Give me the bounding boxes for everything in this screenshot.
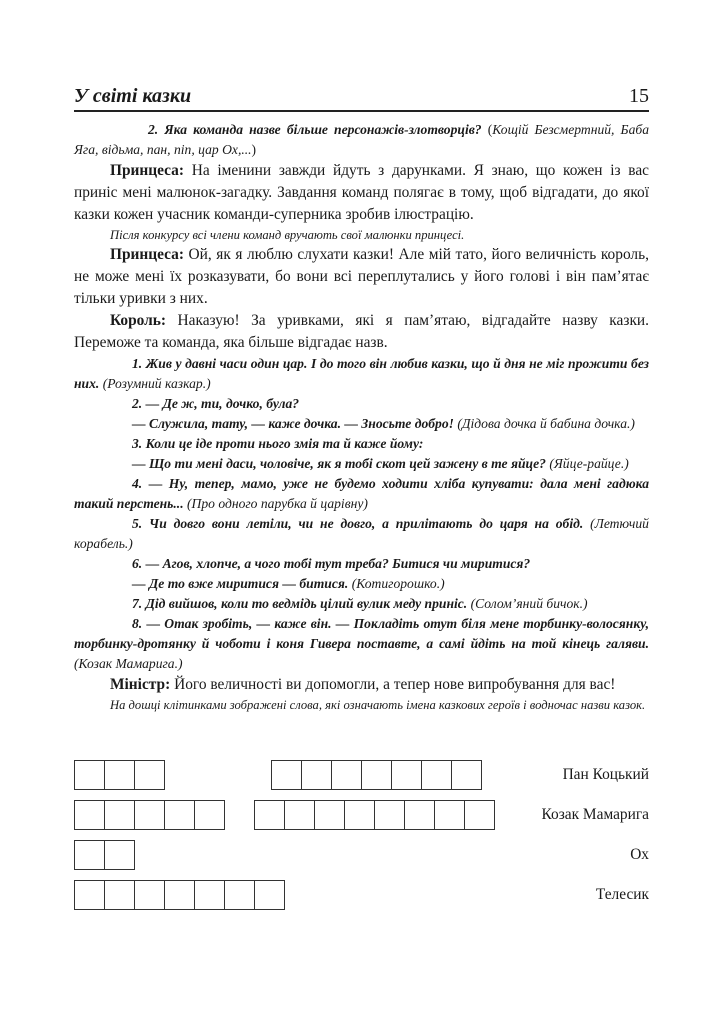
question-2-examples: Кощій Безсмертний, Баба Яга, відьма, пан, піп, цар Ох,... xyxy=(74,122,650,157)
q2-close: ) xyxy=(251,142,257,157)
grid-cell xyxy=(224,880,255,910)
riddle-5: 5. Чи довго вони летіли, чи не довго, а прилітають до царя на обід. (Летючий корабель.) xyxy=(74,516,649,551)
paragraph-minister xyxy=(74,674,649,696)
grid-row-4-word-1 xyxy=(74,880,284,910)
stage-note-2: На дошці клітинками зображені слова, які означають імена казкових героїв і водночас назви казок. xyxy=(110,698,646,712)
grid-cell xyxy=(134,880,165,910)
page-number: 15 xyxy=(629,85,649,107)
speaker-princess-2: Принцеса: xyxy=(110,246,184,263)
riddle-2-line-2: — Служила, тату, — каже дочка. — Зносьте добро! (Дідова дочка й бабина дочка.) xyxy=(132,416,635,431)
grid-cell xyxy=(104,880,135,910)
riddle-3-line-1: 3. Коли це іде проти нього змія та й каже йому: xyxy=(132,436,424,451)
paragraph-princess-2 xyxy=(74,244,649,310)
grid-row-2-word-1 xyxy=(74,800,224,830)
grid-cell xyxy=(134,760,165,790)
q2-open: ( xyxy=(487,122,493,137)
stage-note-1: Після конкурсу всі члени команд вручають свої малюнки принцесі. xyxy=(110,228,465,242)
grid-answer-4: Телесик xyxy=(595,886,649,903)
grid-cell xyxy=(421,760,452,790)
grid-cell xyxy=(464,800,495,830)
riddle-1: 1. Жив у давні часи один цар. І до того він любив казки, що й дня не міг прожити без них. (Розумний казкар.) xyxy=(74,356,649,391)
grid-answer-1: Пан Коцький xyxy=(562,766,649,783)
grid-cell xyxy=(164,800,195,830)
grid-cell xyxy=(404,800,435,830)
page-content xyxy=(74,120,649,714)
page-title: У світі казки xyxy=(74,85,192,107)
question-2 xyxy=(74,120,649,160)
king-text: Наказую! За уривками, які я пам’ятаю, відгадайте назву казки. Переможе та команда, яка більше відгадає назв. xyxy=(74,312,649,351)
grid-cell xyxy=(301,760,332,790)
grid-cell xyxy=(451,760,482,790)
grid-cell xyxy=(361,760,392,790)
grid-cell xyxy=(331,760,362,790)
speaker-minister: Міністр: xyxy=(110,676,171,693)
grid-cell xyxy=(194,880,225,910)
grid-cell xyxy=(314,800,345,830)
riddle-4: 4. — Ну, тепер, мамо, уже не будемо ходити хліба купувати: дала мені гадюка такий перстень... (Про одного парубка й царівну) xyxy=(74,476,649,511)
grid-cell xyxy=(74,760,105,790)
grid-cell xyxy=(284,800,315,830)
grid-cell xyxy=(74,880,105,910)
riddle-7: 7. Дід вийшов, коли то ведмідь цілий вулик меду приніс. (Солом’яний бичок.) xyxy=(132,596,588,611)
riddle-8: 8. — Отак зробіть, — каже він. — Покладіть отут біля мене торбинку-волосянку, торбинку-дротянку й чоботи і коня Гивера поставте, а самі йдіть на той кінець галяви. (Козак Мамарига.) xyxy=(74,616,649,671)
grid-cell xyxy=(164,880,195,910)
speaker-king: Король: xyxy=(110,312,167,329)
princess-1-text: На іменини завжди йдуть з дарунками. Я знаю, що кожен із вас приніс мені малюнок-загадку. Завдання команд полягає в тому, щоб відгадати, до якої казки кожен учасник команди-суперника зробив ілюстрацію. xyxy=(74,162,649,223)
grid-cell xyxy=(104,760,135,790)
grid-row-2-word-2 xyxy=(254,800,494,830)
grid-cell xyxy=(74,840,105,870)
grid-row-1-word-2 xyxy=(271,760,481,790)
grid-cell xyxy=(104,840,135,870)
grid-cell xyxy=(104,800,135,830)
grid-cell xyxy=(194,800,225,830)
page xyxy=(74,84,649,714)
grid-cell xyxy=(74,800,105,830)
grid-row-3-word-1 xyxy=(74,840,134,870)
riddle-3-line-2: — Що ти мені даси, чоловіче, як я тобі скот цей зажену в те яйце? (Яйце-райце.) xyxy=(132,456,629,471)
grid-cell xyxy=(374,800,405,830)
grid-cell xyxy=(254,800,285,830)
paragraph-princess-1 xyxy=(74,160,649,226)
riddle-6-line-2: — Де то вже миритися — битися. (Котигорошко.) xyxy=(132,576,445,591)
question-2-title: 2. Яка команда назве більше персонажів-злотворців? xyxy=(148,122,482,137)
grid-cell xyxy=(271,760,302,790)
grid-cell xyxy=(134,800,165,830)
riddle-6-line-1: 6. — Агов, хлопче, а чого тобі тут треба? Битися чи миритися? xyxy=(132,556,531,571)
paragraph-king xyxy=(74,310,649,354)
grid-cell xyxy=(434,800,465,830)
grid-cell xyxy=(254,880,285,910)
grid-cell xyxy=(344,800,375,830)
speaker-princess-1: Принцеса: xyxy=(110,162,184,179)
princess-2-text: Ой, як я люблю слухати казки! Але мій тато, його величність король, не може мені їх розказувати, бо вони всі переплутались у його голові і він пам’ятає тільки уривки з них. xyxy=(74,246,649,307)
grid-cell xyxy=(391,760,422,790)
word-grid xyxy=(74,760,649,920)
grid-row-1-word-1 xyxy=(74,760,164,790)
riddle-list xyxy=(74,354,649,674)
grid-answer-2: Козак Мамарига xyxy=(541,806,649,823)
grid-answer-3: Ох xyxy=(630,846,649,863)
minister-text: Його величності ви допомогли, а тепер нове випробування для вас! xyxy=(174,676,616,693)
riddle-2-line-1: 2. — Де ж, ти, дочко, була? xyxy=(132,396,300,411)
page-header xyxy=(74,84,649,112)
